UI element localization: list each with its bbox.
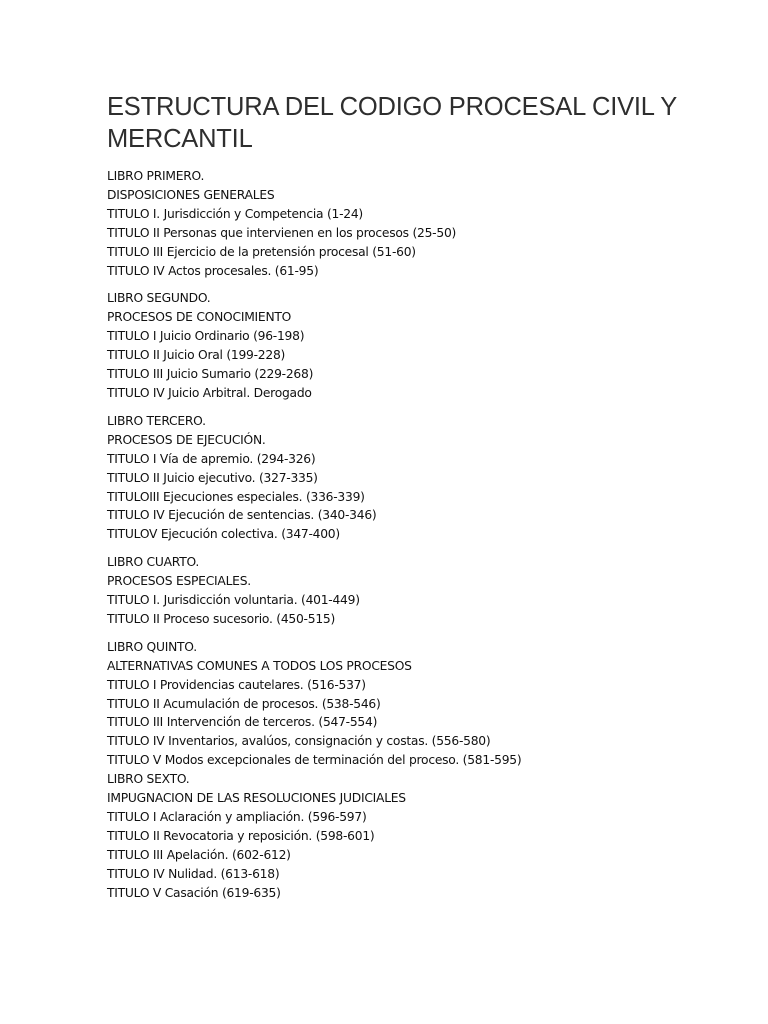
book-heading: ALTERNATIVAS COMUNES A TODOS LOS PROCESOS [107, 658, 412, 673]
book-section [107, 412, 727, 544]
book-heading: PROCESOS DE EJECUCIÓN. [107, 432, 266, 447]
book-heading: IMPUGNACION DE LAS RESOLUCIONES JUDICIALES [107, 791, 406, 806]
title-entry: TITULO IV Ejecución de sentencias. (340-346) [107, 508, 377, 523]
title-entry: TITULO III Intervención de terceros. (547-554) [107, 715, 378, 730]
title-entry: TITULO I Providencias cautelares. (516-537) [107, 677, 366, 692]
title-entry: TITULO V Casación (619-635) [107, 885, 281, 900]
book-label: LIBRO SEGUNDO. [107, 291, 211, 306]
book-heading: DISPOSICIONES GENERALES [107, 187, 275, 202]
title-entry: TITULO I Aclaración y ampliación. (596-597) [107, 810, 367, 824]
document-page [107, 91, 727, 912]
book-heading: PROCESOS DE CONOCIMIENTO [107, 310, 292, 325]
title-entry: TITULO III Juicio Sumario (229-268) [107, 367, 314, 382]
title-entry: TITULO II Acumulación de procesos. (538-546) [107, 696, 381, 711]
book-section [107, 289, 727, 402]
title-entry: TITULO I. Jurisdicción voluntaria. (401-449) [107, 593, 360, 608]
title-entry: TITULO IV Actos procesales. (61-95) [107, 263, 319, 278]
title-entry: TITULO II Juicio ejecutivo. (327-335) [107, 470, 318, 485]
title-entry: TITULO III Ejercicio de la pretensión procesal (51-60) [107, 244, 416, 259]
title-entry: TITULO II Personas que intervienen en los procesos (25-50) [107, 225, 457, 240]
book-section [107, 770, 727, 902]
book-label: LIBRO TERCERO. [107, 413, 206, 428]
title-entry: TITULOIII Ejecuciones especiales. (336-339) [107, 489, 365, 504]
title-entry: TITULO V Modos excepcionales de terminación del proceso. (581-595) [107, 753, 522, 768]
title-entry: TITULO II Juicio Oral (199-228) [107, 348, 286, 363]
title-entry: TITULO IV Inventarios, avalúos, consignación y costas. (556-580) [107, 734, 491, 749]
book-heading: PROCESOS ESPECIALES. [107, 574, 251, 589]
title-entry: TITULO III Apelación. (602-612) [107, 847, 291, 862]
document-sections [107, 167, 727, 903]
book-label: LIBRO SEXTO. [107, 772, 190, 787]
book-label: LIBRO CUARTO. [107, 555, 200, 570]
title-entry: TITULO I Juicio Ordinario (96-198) [107, 329, 305, 344]
title-entry: TITULO IV Nulidad. (613-618) [107, 866, 280, 881]
book-label: LIBRO QUINTO. [107, 639, 197, 654]
title-entry: TITULO II Revocatoria y reposición. (598-601) [107, 828, 375, 843]
book-label: LIBRO PRIMERO. [107, 169, 205, 183]
title-entry: TITULO II Proceso sucesorio. (450-515) [107, 611, 336, 626]
book-section [107, 553, 727, 629]
title-entry: TITULO I Vía de apremio. (294-326) [107, 451, 316, 466]
document-title: ESTRUCTURA DEL CODIGO PROCESAL CIVIL Y MERCANTIL [107, 93, 677, 153]
book-section [107, 638, 727, 770]
title-entry: TITULO I. Jurisdicción y Competencia (1-24) [107, 206, 363, 221]
book-section [107, 167, 727, 280]
title-entry: TITULO IV Juicio Arbitral. Derogado [107, 385, 312, 400]
title-entry: TITULOV Ejecución colectiva. (347-400) [107, 527, 340, 542]
